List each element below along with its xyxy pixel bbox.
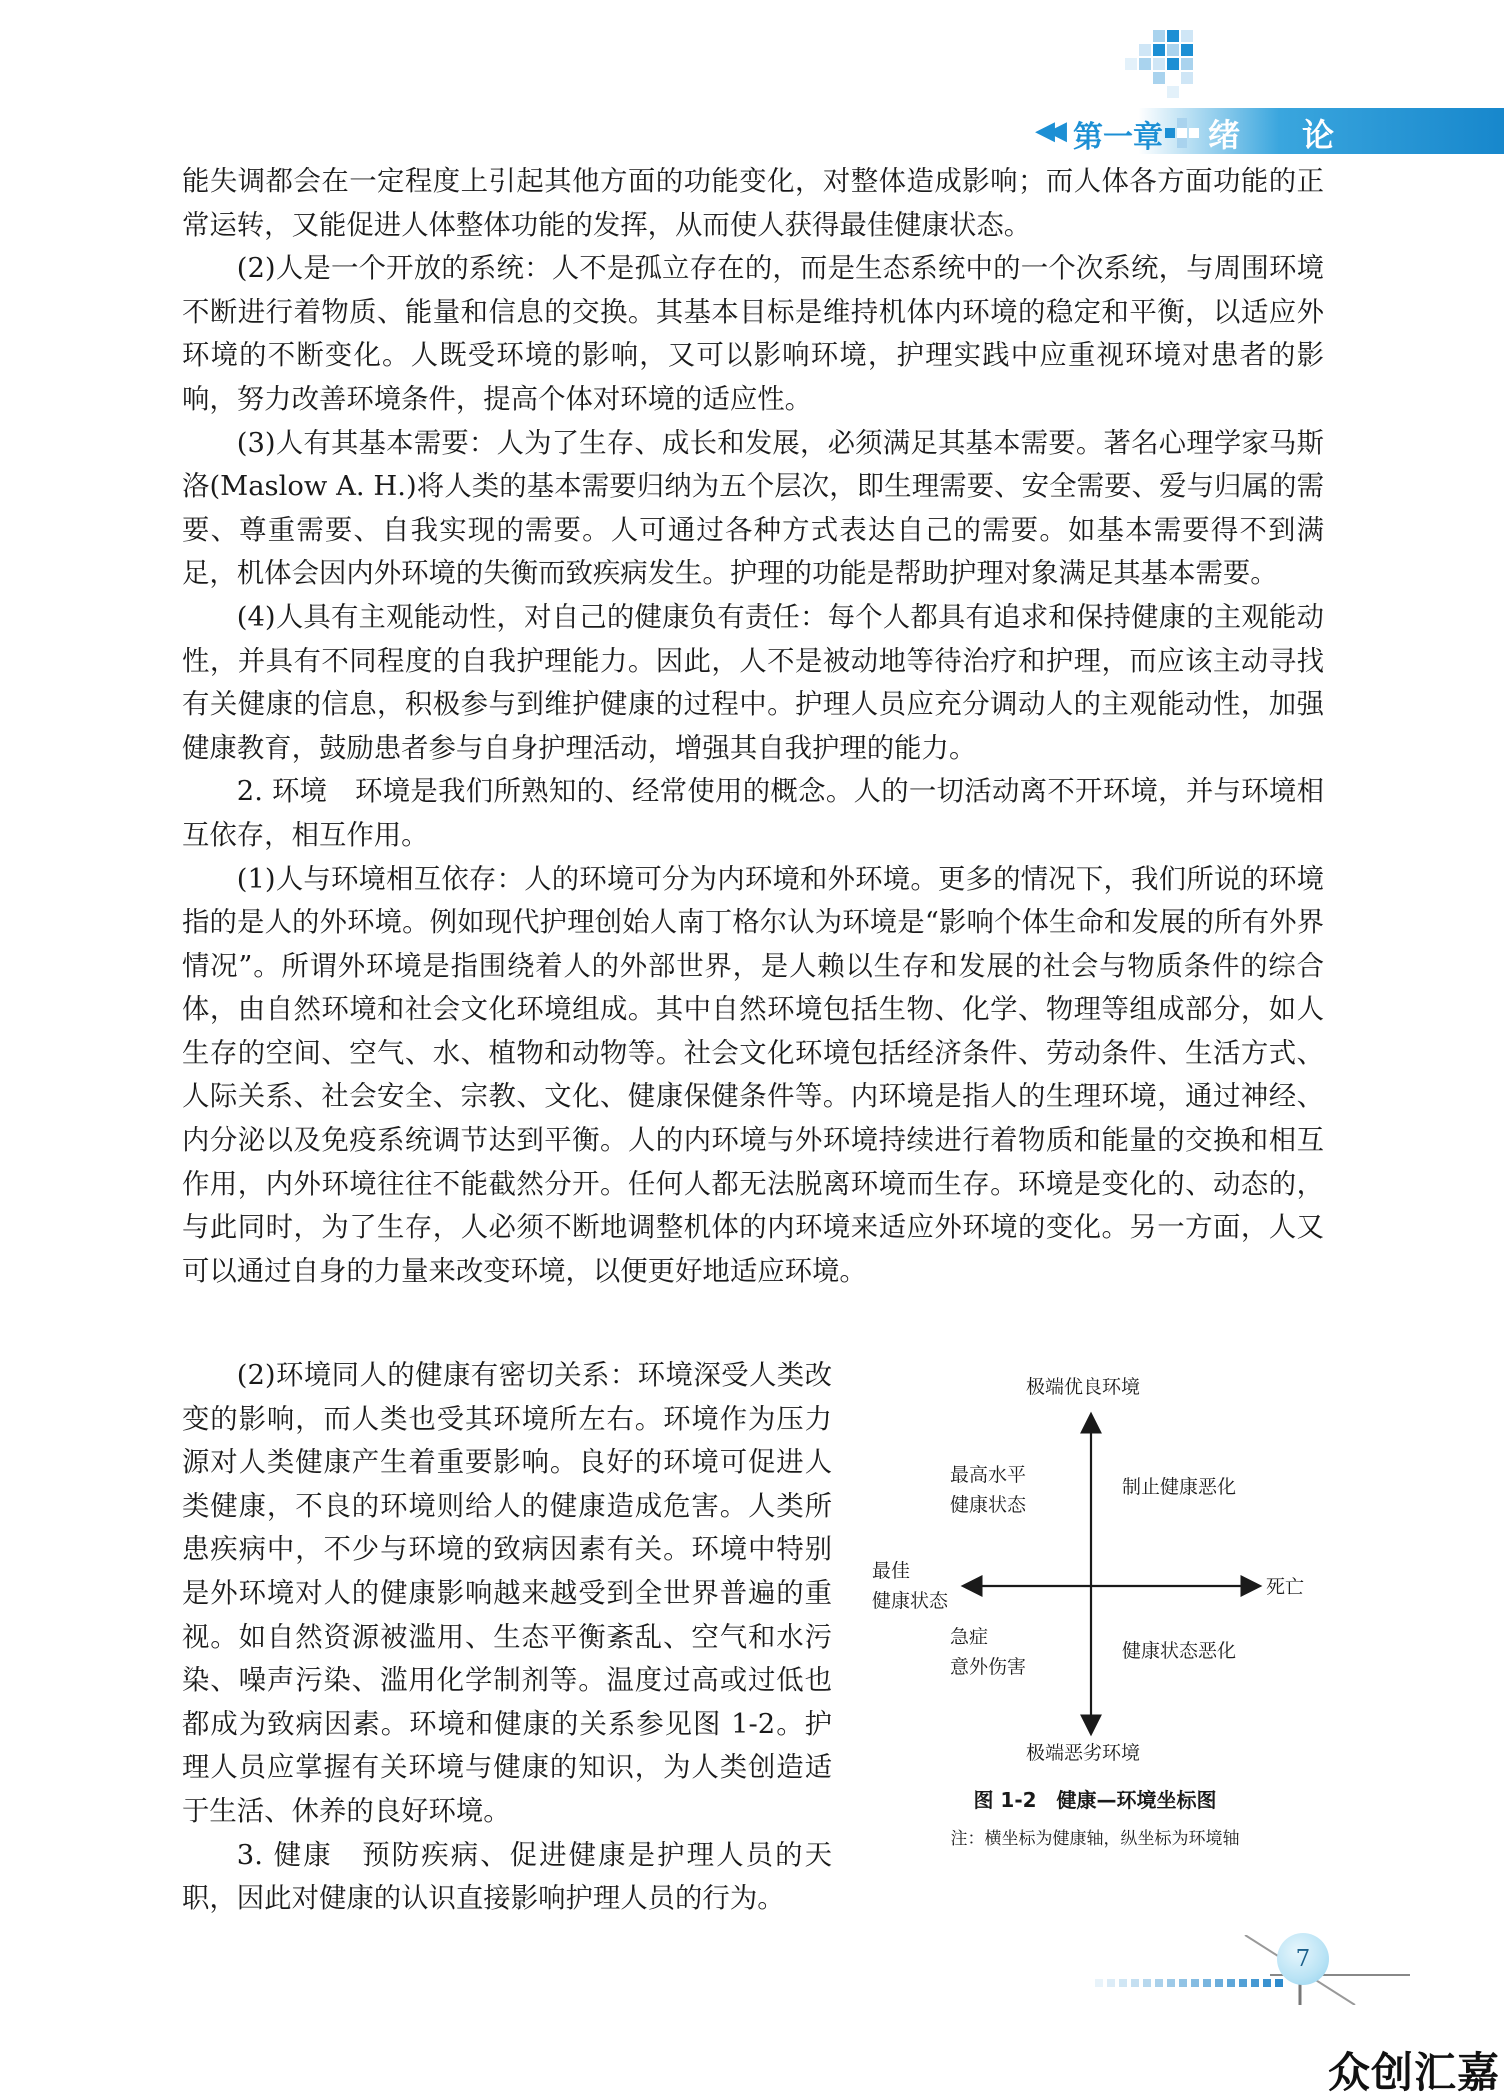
paragraph: (2)人是一个开放的系统：人不是孤立存在的，而是生态系统中的一个次系统，与周围环境不断进行着物质、能量和信息的交换。其基本目标是维持机体内环境的稳定和平衡，以适应外环境的不断变化。人既受环境的影响，又可以影响环境，护理实践中应重视环境对患者的影响，努力改善环境条件，提高个体对环境的适应性。 [182, 253, 1324, 415]
axis-label-right: 死亡 [1266, 1576, 1305, 1598]
left-column-text [182, 1354, 832, 1921]
page-header [0, 0, 1504, 170]
paragraph: (3)人有其基本需要：人为了生存、成长和发展，必须满足其基本需要。著名心理学家马斯洛(Maslow A. H.)将人类的基本需要归纳为五个层次，即生理需要、安全需要、爱与归属的需要、尊重需要、自我实现的需要。人可通过各种方式表达自己的需要。如基本需要得不到满足，机体会因内外环境的失衡而致疾病发生。护理的功能是帮助护理对象满足其基本需要。 [182, 427, 1324, 590]
axis-label-top: 极端优良环境 [1026, 1376, 1141, 1398]
quadrant-top-left-1: 最高水平 [950, 1464, 1027, 1486]
quadrant-bottom-right: 健康状态恶化 [1122, 1640, 1237, 1662]
quadrant-top-left-2: 健康状态 [950, 1494, 1027, 1516]
figure-caption: 图 1-2 健康—环境坐标图 [973, 1788, 1217, 1812]
decorative-squares-icon [1075, 30, 1195, 110]
paragraph: (4)人具有主观能动性，对自己的健康负有责任：每个人都具有追求和保持健康的主观能动性，并具有不同程度的自我护理能力。因此，人不是被动地等待治疗和护理，而应该主动寻找有关健康的信息，积极参与到维护健康的过程中。护理人员应充分调动人的主观能动性，加强健康教育，鼓励患者参与自身护理活动，增强其自我护理的能力。 [182, 601, 1324, 764]
paragraph: (2)环境同人的健康有密切关系：环境深受人类改变的影响，而人类也受其环境所左右。环境作为压力源对人类健康产生着重要影响。良好的环境可促进人类健康，不良的环境则给人的健康造成危害。人类所患疾病中，不少与环境的致病因素有关。环境中特别是外环境对人的健康影响越来越受到全世界普遍的重视。如自然资源被滥用、生态平衡紊乱、空气和水污染、噪声污染、滥用化学制剂等。温度过高或过低也都成为致病因素。环境和健康的关系参见图 1-2。护理人员应掌握有关环境与健康的知识，为人类创造适于生活、休养的良好环境。 [182, 1360, 832, 1827]
body-text [182, 160, 1324, 1293]
page-number: 7 [1277, 1933, 1329, 1985]
axis-label-left-1: 最佳 [872, 1560, 911, 1582]
chapter-label: 第一章 [1073, 120, 1163, 155]
checker-icon [1165, 118, 1201, 148]
paragraph: (1)人与环境相互依存：人的环境可分为内环境和外环境。更多的情况下，我们所说的环境指的是人的外环境。例如现代护理创始人南丁格尔认为环境是“影响个体生命和发展的所有外界情况”。所谓外环境是指围绕着人的外部世界，是人赖以生存和发展的社会与物质条件的综合体，由自然环境和社会文化环境组成。其中自然环境包括生物、化学、物理等组成部分，如人生存的空间、空气、水、植物和动物等。社会文化环境包括经济条件、劳动条件、生活方式、人际关系、社会安全、宗教、文化、健康保健条件等。内环境是指人的生理环境，通过神经、内分泌以及免疫系统调节达到平衡。人的内环境与外环境持续进行着物质和能量的交换和相互作用，内外环境往往不能截然分开。任何人都无法脱离环境而生存。环境是变化的、动态的，与此同时，为了生存，人必须不断地调整机体的内环境来适应外环境的变化。另一方面，人又可以通过自身的力量来改变环境，以便更好地适应环境。 [182, 863, 1324, 1287]
paragraph: 2. 环境 环境是我们所熟知的、经常使用的概念。人的一切活动离不开环境，并与环境相互依存，相互作用。 [182, 776, 1324, 851]
axes-diagram [870, 1360, 1320, 1780]
axis-label-bottom: 极端恶劣环境 [1026, 1742, 1141, 1764]
paragraph: 能失调都会在一定程度上引起其他方面的功能变化，对整体造成影响；而人体各方面功能的正常运转，又能促进人体整体功能的发挥，从而使人获得最佳健康状态。 [182, 166, 1324, 241]
figure-note: 注：横坐标为健康轴，纵坐标为环境轴 [950, 1829, 1240, 1849]
quadrant-bottom-left-2: 意外伤害 [950, 1656, 1027, 1678]
quadrant-bottom-left-1: 急症 [950, 1626, 989, 1648]
watermark: 众创汇嘉 [1328, 2048, 1501, 2097]
paragraph: 3. 健康 预防疾病、促进健康是护理人员的天职，因此对健康的认识直接影响护理人员的行为。 [182, 1839, 832, 1915]
health-environment-figure [870, 1360, 1320, 1880]
quadrant-top-right: 制止健康恶化 [1122, 1476, 1237, 1498]
chapter-title: 绪论 [1208, 116, 1397, 154]
double-arrow-left-icon: ◀◀ [1035, 116, 1059, 146]
axis-label-left-2: 健康状态 [872, 1590, 949, 1612]
footer-decoration [1095, 1935, 1415, 2005]
